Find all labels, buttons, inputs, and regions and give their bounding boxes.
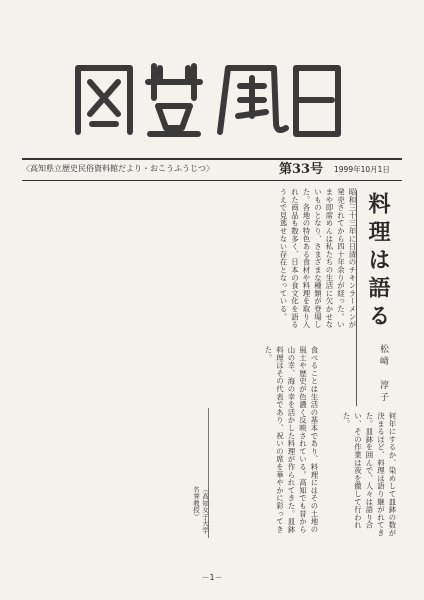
article-title: 料理は語る xyxy=(365,192,391,332)
article-title-block xyxy=(364,192,404,342)
article-column-2: 食べることは生活の基本であり、料理にはその土地の風土や歴史が色濃く反映されている。高知でも昔から山の幸、海の幸を活かした料理が作られてきた。皿鉢料理はその代表であり、祝いの席を華やかに彩ってきた。 xyxy=(264,346,319,534)
newsletter-logo xyxy=(70,56,350,140)
article-column-3: 何年にするか、染めして皿鉢の数が決まるほど、料理は語り継がれてきた。皿鉢を囲んで、人々は語り合い、その作業は夜を徹して行われた。 xyxy=(342,412,397,537)
page-number: －1－ xyxy=(201,573,223,582)
masthead-bar xyxy=(22,158,402,181)
newsletter-subtitle: 〈高知県立歴史民俗資料館だより・おこうふうじつ〉 xyxy=(22,164,214,173)
issue-number: 第33号 xyxy=(279,162,324,177)
article-column-1: 昭和三十三年に日清のチキンラーメンが発売されてから四十年余りが経った。いまや即席めんは私たちの生活に欠かせないものとなり、さまざまな種類が登場した。各地の特色ある食材や料理を取り入れた商品も数多く、日本の食文化を語るうえで見逃せない存在となっている。 xyxy=(279,188,357,329)
issue-date: 1999年10月1日 xyxy=(334,165,390,174)
article-author: 松﨑 淳子 xyxy=(378,344,388,404)
author-affiliation: （高知女子大学名誉教授） xyxy=(192,486,209,534)
